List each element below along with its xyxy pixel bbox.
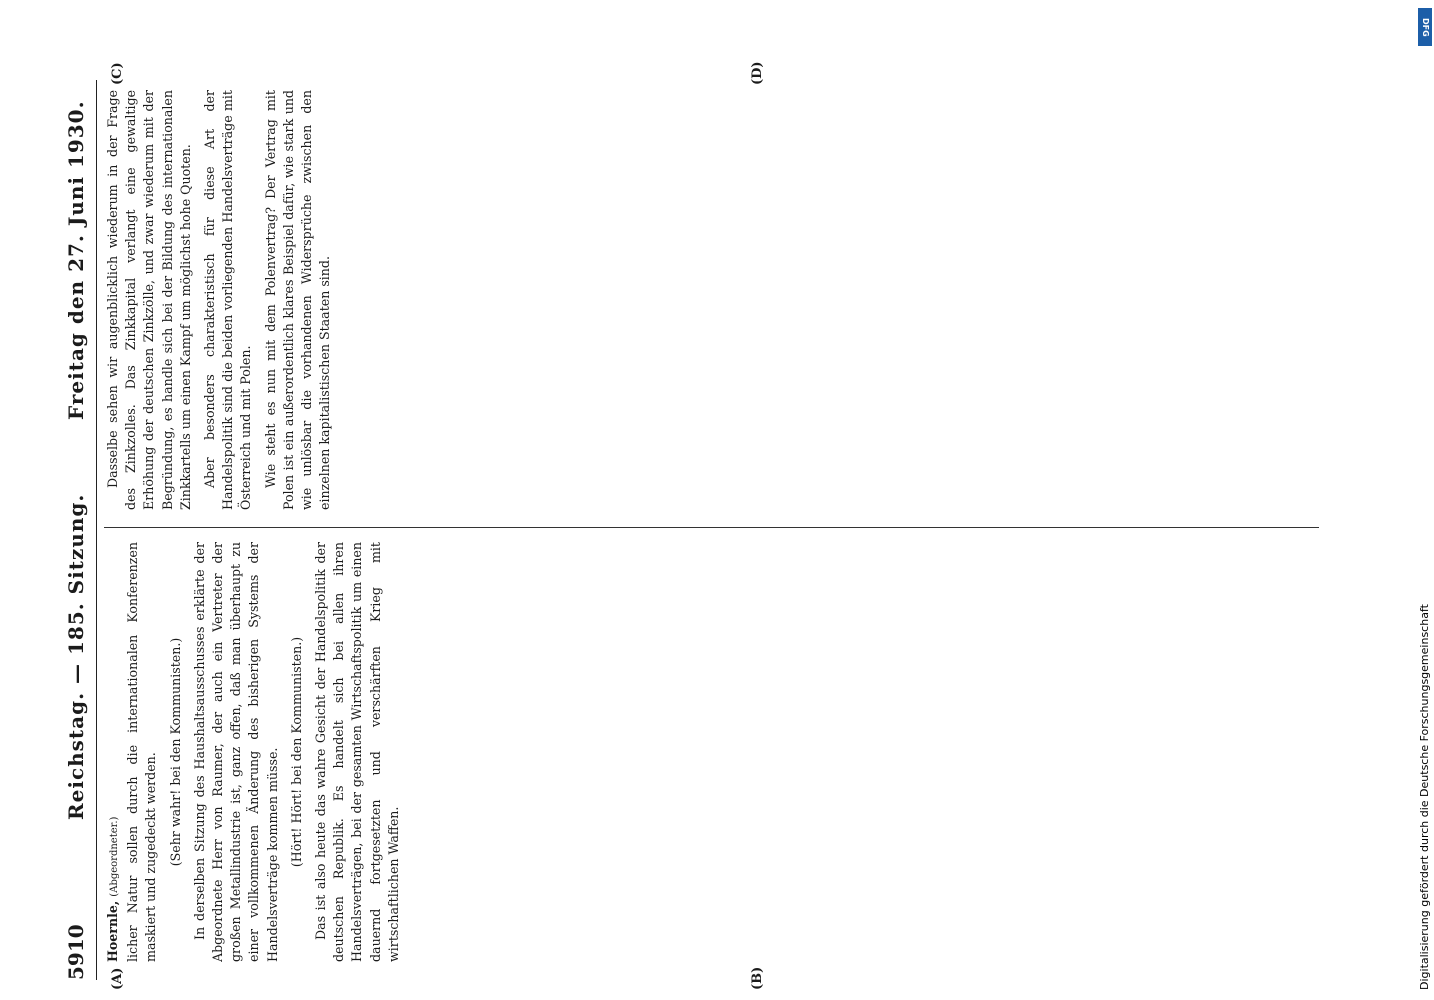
column-divider — [104, 527, 1319, 528]
paragraph: Das ist also heute das wahre Gesicht der Handelspolitik der deutschen Republik. Es handelt sich bei allen ihren Handelsverträgen, bei der gesamten Wirtschaftspolitik um einen dauernd fortgesetzten und verschärften Krieg mit wirtschaftlichen Waffen. — [313, 542, 401, 962]
left-column: Hoernle, (Abgeordneter.) licher Natur sollen durch die internationalen Konferenzen maskiert und zugedeckt werden. (Sehr wahr! bei den Kommunisten.) In derselben Sitzung des Haushaltsausschusses erklärte der Abgeordnete Herr von Raumer, der auch ein Vertreter der großen Metallindustrie ist, ganz offen, daß man überhaupt zu einer vollkommenen Änderung des bisherigen Systems der Handelsverträge kommen müsse. (Hört! Hört! bei den Kommunisten.) Das ist also heute das wahre Gesicht der Handelspolitik der deutschen Republik. Es handelt sich bei allen ihren Handelsverträgen, bei der gesamten Wirtschaftspolitik um einen dauernd fortgesetzten und verschärften Krieg mit wirtschaftlichen Waffen. — [104, 542, 1324, 962]
digitization-sidebar — [1418, 10, 1434, 990]
dfg-logo: DFG — [1418, 8, 1432, 46]
session-title: Reichstag. — 185. Sitzung. — [64, 493, 88, 820]
page-number: 5910 — [64, 924, 88, 980]
interjection: (Sehr wahr! bei den Kommunisten.) — [167, 637, 183, 867]
opening-text: licher Natur sollen durch die internationalen Konferenzen maskiert und zugedeckt werden. — [125, 542, 159, 962]
right-column — [104, 90, 1324, 510]
margin-marker-c: (C) — [110, 62, 125, 85]
paragraph: Aber besonders charakteristisch für diese Art der Handelspolitik sind die beiden vorliegenden Handelsverträge mit Österreich und mit Polen. — [202, 90, 254, 510]
session-date: Freitag den 27. Juni 1930. — [64, 100, 88, 420]
interjection: (Hört! Hört! bei den Kommunisten.) — [288, 636, 304, 868]
speaker-name: Hoernle, — [105, 900, 120, 962]
speaker-role: Abgeordneter. — [109, 820, 120, 893]
digitization-notice: Digitalisierung gefördert durch die Deutsche Forschungsgemeinschaft — [1418, 604, 1431, 990]
margin-marker-d: (D) — [750, 61, 765, 85]
paragraph: In derselben Sitzung des Haushaltsausschusses erklärte der Abgeordnete Herr von Raumer, der auch ein Vertreter der großen Metallindustrie ist, ganz offen, daß man überhaupt zu einer vollkommenen Änderung des bisherigen Systems der Handelsverträge kommen müsse. — [191, 542, 280, 962]
page-header — [60, 80, 97, 980]
margin-marker-a: (A) — [110, 967, 125, 990]
paragraph: Dasselbe sehen wir augenblicklich wiederum in der Frage des Zinkzolles. Das Zinkkapital verlangt eine gewaltige Erhöhung der deutschen Zinkzölle, und zwar wiederum mit der Begründung, es handle sich bei der Bildung des internationalen Zinkkartells um einen Kampf um möglichst hohe Quoten. — [105, 90, 193, 510]
margin-marker-b: (B) — [750, 966, 765, 990]
page-content-rotated — [60, 61, 1350, 990]
paragraph: Wie steht es nun mit dem Polenvertrag? Der Vertrag mit Polen ist ein außerordentlich klares Beispiel dafür, wie stark und wie unlösbar die vorhandenen Widersprüche zwischen den einzelnen kapitalistischen Staaten sind. — [262, 90, 333, 510]
